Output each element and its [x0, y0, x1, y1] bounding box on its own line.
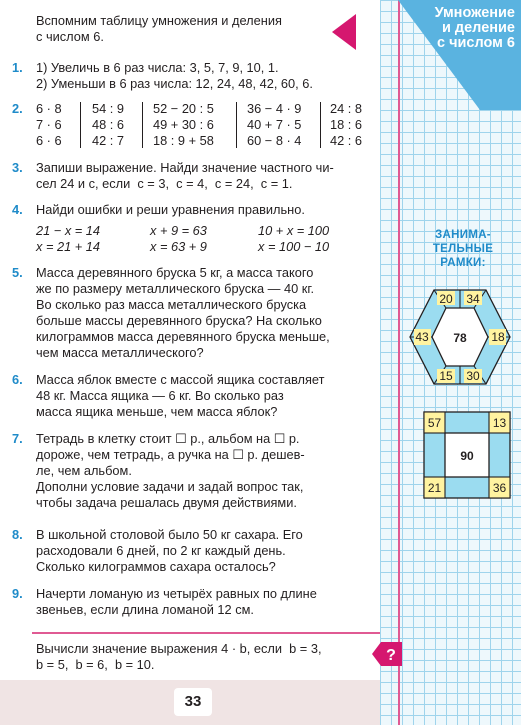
task-5-line-3: Во сколько раз масса металлического бруска — [36, 297, 307, 312]
equation: 21 − x = 14 — [36, 223, 101, 238]
expr-cell: 42 : 7 — [92, 133, 125, 148]
equation: x = 21 + 14 — [36, 239, 101, 254]
intro-line-1: Вспомним таблицу умножения и деления — [36, 13, 282, 28]
expr-cell: 18 : 6 — [330, 117, 363, 132]
equation: 10 + x = 100 — [258, 223, 330, 238]
hex-left: 43 — [415, 330, 429, 344]
task-7-line-2: дороже, чем тетрадь, а ручка на ☐ р. дешев- — [36, 447, 305, 462]
expr-cell: 36 − 4 · 9 — [247, 101, 302, 116]
puzzle-label-3: РАМКИ: — [440, 257, 486, 269]
expr-cell: 60 − 8 · 4 — [247, 133, 302, 148]
sq-center: 90 — [460, 449, 474, 463]
task-6-line-2: 48 кг. Масса ящика — 6 кг. Во сколько раз — [36, 388, 284, 403]
intro-line-2: с числом 6. — [36, 29, 104, 44]
task-5-line-5: килограммов масса деревянного бруска меньше, — [36, 329, 330, 344]
hex-bottom-left: 15 — [439, 369, 453, 383]
task-8-line-2: расходовали 6 дней, по 2 кг каждый день. — [36, 543, 286, 558]
square-frame — [423, 411, 511, 499]
task-3-line-1: Запиши выражение. Найди значение частного чи- — [36, 160, 334, 175]
hex-top-left: 20 — [439, 292, 453, 306]
sq-bottom-left: 21 — [427, 481, 442, 495]
hex-right: 18 — [491, 330, 505, 344]
puzzle-label-1: ЗАНИМА- — [435, 229, 491, 241]
task-8-line-1: В школьной столовой было 50 кг сахара. Его — [36, 527, 303, 542]
expr-cell: 48 : 6 — [92, 117, 125, 132]
equation: x = 100 − 10 — [258, 239, 330, 254]
task-number-1: 1. — [12, 60, 23, 75]
header-line-3: с числом 6 — [437, 35, 515, 51]
question-divider — [32, 632, 380, 634]
expr-cell: 49 + 30 : 6 — [153, 117, 214, 132]
task-number-9: 9. — [12, 586, 23, 601]
task-9-line-1: Начерти ломаную из четырёх равных по длине — [36, 586, 317, 601]
task-number-4: 4. — [12, 202, 23, 217]
task-1-line-1: 1) Увеличь в 6 раз числа: 3, 5, 7, 9, 10, 1. — [36, 60, 279, 75]
expr-cell: 7 · 6 — [36, 117, 62, 132]
question-line-2: b = 5, b = 6, b = 10. — [36, 657, 155, 672]
column-divider — [320, 102, 321, 148]
task-1-line-2: 2) Уменьши в 6 раз числа: 12, 24, 48, 42, 60, 6. — [36, 76, 313, 91]
equation: x + 9 = 63 — [150, 223, 207, 238]
hex-center: 78 — [453, 331, 467, 345]
task-5-line-4: больше массы деревянного бруска? На сколько — [36, 313, 322, 328]
task-5-line-6: чем масса металлического? — [36, 345, 204, 360]
sq-top-left: 57 — [427, 416, 442, 430]
task-7-line-5: чтобы задача решалась двумя действиями. — [36, 495, 297, 510]
task-8-line-3: Сколько килограммов сахара осталось? — [36, 559, 276, 574]
header-line-2: и деление — [441, 20, 515, 36]
task-6-line-1: Масса яблок вместе с массой ящика составляет — [36, 372, 325, 387]
task-number-7: 7. — [12, 431, 23, 446]
expr-cell: 54 : 9 — [92, 101, 125, 116]
task-7-line-3: ле, чем альбом. — [36, 463, 132, 478]
task-number-3: 3. — [12, 160, 23, 175]
column-divider — [142, 102, 143, 148]
expr-cell: 6 · 6 — [36, 133, 62, 148]
equation: x = 63 + 9 — [150, 239, 207, 254]
task-3-line-2: сел 24 и c, если c = 3, c = 4, c = 24, c = 1. — [36, 176, 293, 191]
question-mark: ? — [386, 647, 396, 664]
column-divider — [236, 102, 237, 148]
task-number-5: 5. — [12, 265, 23, 280]
task-7-line-1: Тетрадь в клетку стоит ☐ р., альбом на ☐ р. — [36, 431, 300, 446]
expr-cell: 40 + 7 · 5 — [247, 117, 302, 132]
sq-bottom-right: 36 — [492, 481, 507, 495]
page-number: 33 — [174, 688, 212, 716]
sq-top-right: 13 — [492, 416, 507, 430]
task-7-line-4: Дополни условие задачи и задай вопрос так, — [36, 479, 304, 494]
task-6-line-3: масса ящика меньше, чем масса яблок? — [36, 404, 278, 419]
task-number-6: 6. — [12, 372, 23, 387]
header-line-1: Умножение — [434, 5, 515, 21]
task-5-line-2: же по размеру металлического бруска — 40 кг. — [36, 281, 315, 296]
task-5-line-1: Масса деревянного бруска 5 кг, а масса такого — [36, 265, 314, 280]
expr-cell: 52 − 20 : 5 — [153, 101, 214, 116]
question-icon — [372, 640, 402, 668]
expr-cell: 6 · 8 — [36, 101, 62, 116]
chapter-header — [380, 0, 521, 110]
task-4-line-1: Найди ошибки и реши уравнения правильно. — [36, 202, 305, 217]
hex-top-right: 34 — [466, 292, 480, 306]
expr-cell: 18 : 9 + 58 — [153, 133, 214, 148]
triangle-marker-icon — [332, 14, 356, 50]
puzzle-label-2: ТЕЛЬНЫЕ — [432, 243, 494, 255]
hex-bottom-right: 30 — [466, 369, 480, 383]
expr-cell: 24 : 8 — [330, 101, 363, 116]
question-line-1: Вычисли значение выражения 4 · b, если b = 3, — [36, 641, 322, 656]
task-number-2: 2. — [12, 101, 23, 116]
expr-cell: 42 : 6 — [330, 133, 363, 148]
task-9-line-2: звеньев, если длина ломаной 12 см. — [36, 602, 254, 617]
task-number-8: 8. — [12, 527, 23, 542]
hexagon-frame — [408, 288, 512, 386]
column-divider — [80, 102, 81, 148]
